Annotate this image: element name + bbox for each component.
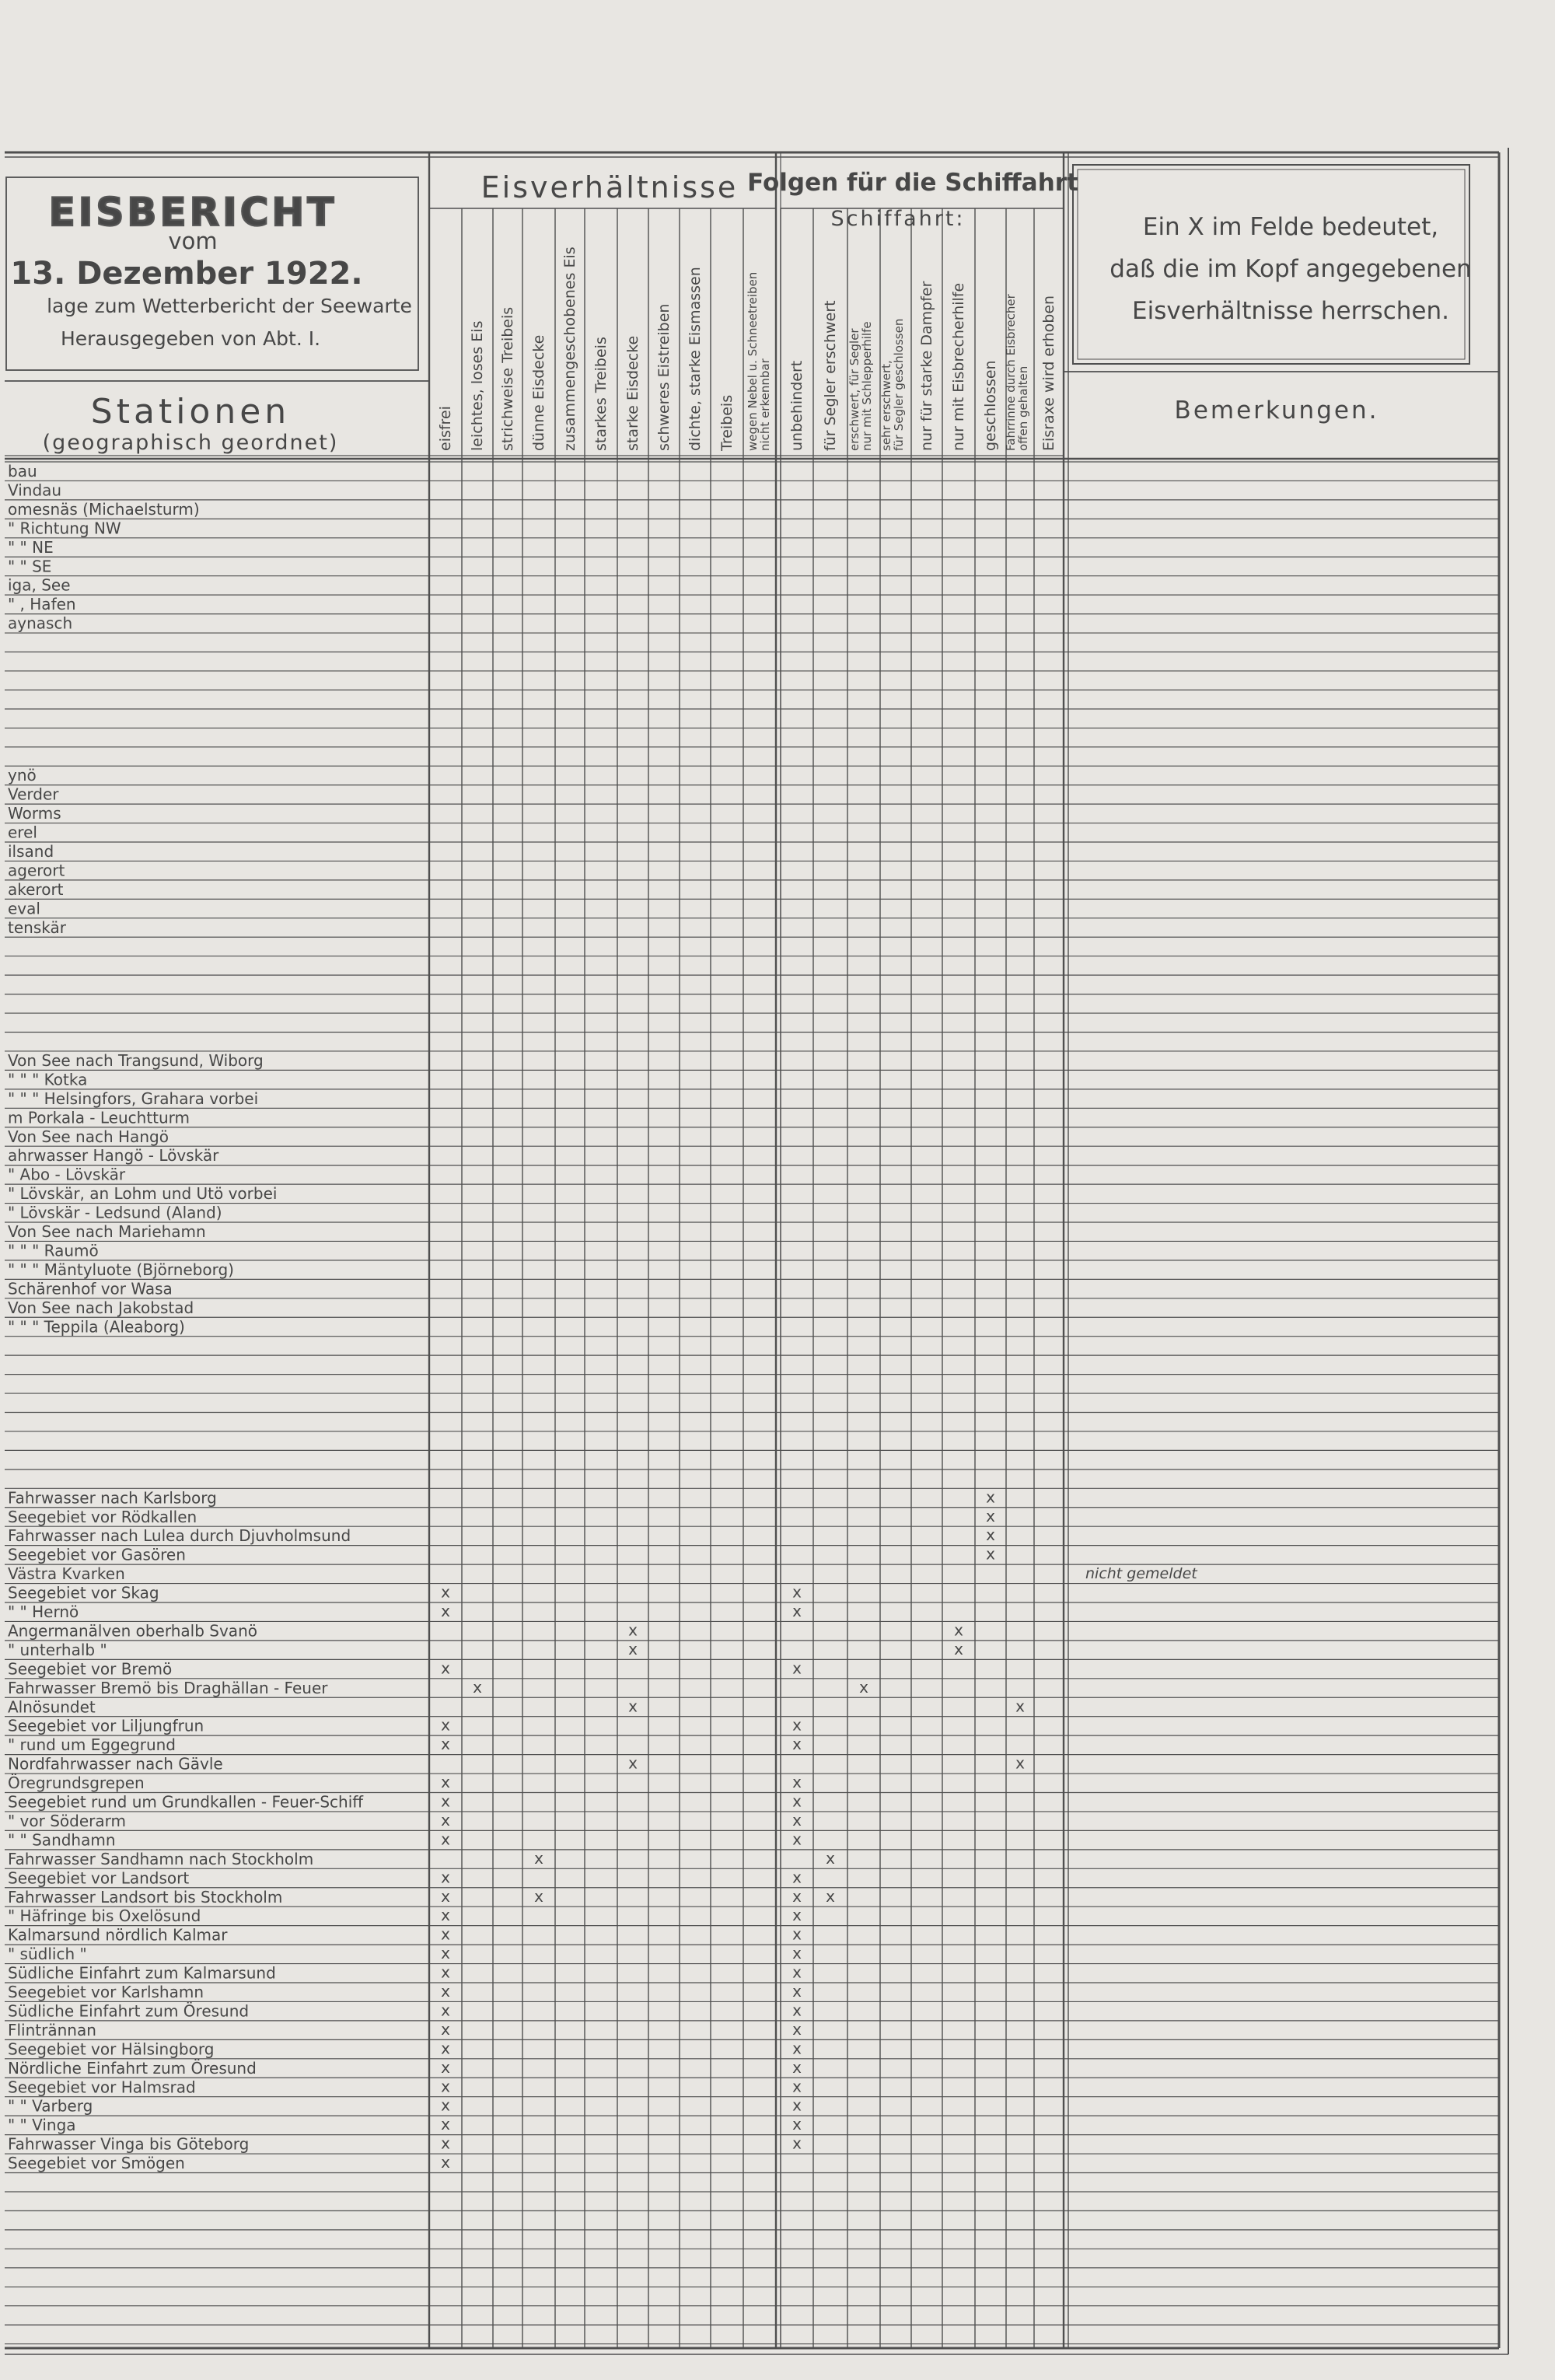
column-header-label: wegen Nebel u. Schneetreiben bbox=[746, 271, 760, 451]
station-name: " Abo - Lövskär bbox=[8, 1165, 126, 1184]
column-header-label: schweres Eistreiben bbox=[655, 303, 673, 451]
column-header-label: geschlossen bbox=[982, 360, 999, 451]
ice-mark: x bbox=[792, 1944, 802, 1963]
legend-line-1: Ein X im Felde bedeutet, bbox=[1142, 213, 1439, 241]
column-header-label: starke Eisdecke bbox=[624, 335, 641, 451]
column-header-label: nicht erkennbar bbox=[758, 358, 772, 451]
station-name: " Lövskär, an Lohm und Utö vorbei bbox=[8, 1184, 278, 1204]
stations-label: Stationen bbox=[90, 392, 291, 432]
station-name: " " Sandhamn bbox=[8, 1830, 116, 1850]
column-header-label: nur für starke Dampfer bbox=[918, 281, 935, 451]
ice-mark: x bbox=[473, 1677, 482, 1697]
column-header-label: unbehindert bbox=[788, 360, 805, 451]
ice-mark: x bbox=[792, 1868, 802, 1887]
column-header-label: erschwert, für Segler bbox=[847, 328, 861, 451]
station-name: Von See nach Jakobstad bbox=[8, 1298, 194, 1317]
station-name: Seegebiet vor Liljungfrun bbox=[8, 1716, 204, 1735]
ice-mark: x bbox=[441, 2039, 450, 2058]
station-name: Vindau bbox=[8, 481, 62, 500]
ice-mark: x bbox=[628, 1620, 638, 1640]
ice-mark: x bbox=[441, 1924, 450, 1944]
station-name: Öregrundsgrepen bbox=[8, 1774, 145, 1793]
ice-mark: x bbox=[441, 1773, 450, 1792]
ice-mark: x bbox=[792, 1582, 802, 1602]
ice-mark: x bbox=[859, 1677, 868, 1697]
station-name: " " " Kotka bbox=[8, 1070, 88, 1089]
station-name: Seegebiet vor Landsort bbox=[8, 1868, 190, 1888]
report-title: EISBERICHT bbox=[48, 190, 337, 235]
ice-mark: x bbox=[534, 1848, 543, 1868]
ice-mark: x bbox=[441, 1658, 450, 1678]
station-name: " unterhalb " bbox=[8, 1640, 107, 1659]
eis-group-label: Eisverhältnisse bbox=[480, 170, 739, 204]
ice-mark: x bbox=[441, 2115, 450, 2134]
ice-mark: x bbox=[792, 1791, 802, 1811]
column-header-label: Treibeis bbox=[718, 394, 736, 451]
station-name: Fahrwasser nach Lulea durch Djuvholmsund bbox=[8, 1526, 351, 1546]
station-name: " " " Raumö bbox=[8, 1241, 99, 1260]
column-header-label: strichweise Treibeis bbox=[499, 306, 516, 451]
ice-mark: x bbox=[1015, 1697, 1025, 1716]
station-name: " Richtung NW bbox=[8, 519, 121, 538]
ice-mark: x bbox=[986, 1487, 995, 1507]
column-header-label: dichte, starke Eismassen bbox=[687, 267, 704, 451]
ice-mark: x bbox=[792, 1658, 802, 1678]
ice-mark: x bbox=[792, 2057, 802, 2077]
ice-mark: x bbox=[792, 1773, 802, 1792]
station-name: Västra Kvarken bbox=[8, 1564, 125, 1584]
column-header-label: zusammengeschobenes Eis bbox=[561, 246, 578, 451]
ice-mark: x bbox=[628, 1753, 638, 1773]
station-name: Südliche Einfahrt zum Kalmarsund bbox=[8, 1963, 276, 1983]
ice-mark: x bbox=[792, 2019, 802, 2039]
ice-mark: x bbox=[792, 2134, 802, 2153]
column-header-label: Eisraxe wird erhoben bbox=[1040, 295, 1057, 451]
station-name: ynö bbox=[8, 766, 37, 785]
report-publisher: Herausgegeben von Abt. I. bbox=[60, 327, 321, 350]
station-name: aynasch bbox=[8, 613, 73, 633]
ice-mark: x bbox=[954, 1620, 963, 1640]
ice-mark: x bbox=[441, 1982, 450, 2001]
station-name: " rund um Eggegrund bbox=[8, 1735, 176, 1755]
ice-mark: x bbox=[441, 2019, 450, 2039]
station-name: " , Hafen bbox=[8, 595, 76, 614]
station-name: " Lövskär - Ledsund (Aland) bbox=[8, 1203, 222, 1222]
ice-mark: x bbox=[441, 1582, 450, 1602]
ice-mark: x bbox=[792, 1962, 802, 1982]
column-headers bbox=[437, 246, 1057, 452]
remarks-label: Bemerkungen. bbox=[1174, 397, 1379, 425]
ice-mark: x bbox=[792, 2001, 802, 2020]
station-name: " " " Mäntyluote (Björneborg) bbox=[8, 1260, 234, 1279]
station-name: agerort bbox=[8, 861, 65, 880]
column-header-label: eisfrei bbox=[437, 406, 454, 451]
table-frame bbox=[5, 148, 1508, 2354]
title-block bbox=[10, 190, 411, 455]
ice-marks bbox=[441, 1487, 1025, 2172]
station-name: Seegebiet vor Karlshamn bbox=[8, 1983, 204, 2001]
ice-mark: x bbox=[441, 1944, 450, 1963]
station-name: Fahrwasser Bremö bis Draghällan - Feuer bbox=[8, 1678, 328, 1697]
station-name: " " NE bbox=[8, 537, 54, 557]
legend-line-3: Eisverhältnisse herrschen. bbox=[1132, 297, 1449, 325]
ice-mark: x bbox=[441, 2001, 450, 2020]
remarks-column bbox=[1085, 1565, 1198, 1582]
station-name: " " SE bbox=[8, 557, 52, 576]
ice-mark: x bbox=[628, 1639, 638, 1658]
schiffahrt-label: Schiffahrt: bbox=[830, 207, 966, 231]
station-name: Schärenhof vor Wasa bbox=[8, 1279, 173, 1298]
station-name: tenskär bbox=[8, 917, 66, 937]
ice-mark: x bbox=[441, 1735, 450, 1754]
column-header-label: dünne Eisdecke bbox=[530, 334, 547, 451]
station-name: Seegebiet vor Gasören bbox=[8, 1545, 186, 1564]
station-name: " " " Helsingfors, Grahara vorbei bbox=[8, 1089, 259, 1108]
ice-mark: x bbox=[628, 1697, 638, 1716]
station-name: Verder bbox=[8, 785, 59, 804]
ice-mark: x bbox=[792, 1830, 802, 1849]
station-name: Seegebiet rund um Grundkallen - Feuer-Schiff bbox=[8, 1792, 364, 1812]
station-name: omesnäs (Michaelsturm) bbox=[8, 499, 200, 519]
ice-mark: x bbox=[792, 1886, 802, 1906]
ice-mark: x bbox=[441, 1868, 450, 1887]
ice-mark: x bbox=[792, 2115, 802, 2134]
station-name: " " Varberg bbox=[8, 2096, 93, 2116]
station-name: " Häfringe bis Oxelösund bbox=[8, 1906, 201, 1926]
station-name: Flintrännan bbox=[8, 2020, 96, 2039]
station-name: " vor Söderarm bbox=[8, 1811, 126, 1830]
ice-mark: x bbox=[441, 1602, 450, 1620]
station-name: erel bbox=[8, 823, 37, 842]
station-name: Seegebiet vor Smögen bbox=[8, 2154, 185, 2173]
ice-mark: x bbox=[792, 2095, 802, 2115]
report-vom: vom bbox=[168, 228, 218, 254]
report-subtitle: lage zum Wetterbericht der Seewarte bbox=[47, 295, 412, 317]
ice-mark: x bbox=[534, 1886, 543, 1906]
ice-mark: x bbox=[441, 1962, 450, 1982]
ice-mark: x bbox=[792, 2039, 802, 2058]
ice-mark: x bbox=[986, 1506, 995, 1526]
station-name: " " Hernö bbox=[8, 1602, 79, 1621]
station-name: m Porkala - Leuchtturm bbox=[8, 1108, 190, 1127]
station-name: iga, See bbox=[8, 575, 71, 595]
ice-mark: x bbox=[441, 1906, 450, 1925]
ice-mark: x bbox=[792, 1982, 802, 2001]
station-name: eval bbox=[8, 899, 40, 918]
ice-mark: x bbox=[441, 2057, 450, 2077]
legend-block bbox=[1109, 213, 1471, 425]
column-header-label: für Segler erschwert bbox=[822, 300, 839, 451]
folgen-group-label: Folgen für die Schiffahrt bbox=[747, 169, 1078, 197]
station-name: Worms bbox=[8, 804, 61, 823]
station-name: Nordfahrwasser nach Gävle bbox=[8, 1754, 223, 1774]
ice-mark: x bbox=[441, 2095, 450, 2115]
station-name: Fahrwasser nach Karlsborg bbox=[8, 1488, 217, 1508]
ice-mark: x bbox=[826, 1886, 835, 1906]
station-name: Seegebiet vor Rödkallen bbox=[8, 1507, 197, 1526]
column-header-label: starkes Treibeis bbox=[592, 337, 610, 451]
ice-mark: x bbox=[792, 1924, 802, 1944]
station-name: Seegebiet vor Hälsingborg bbox=[8, 2039, 215, 2059]
ice-mark: x bbox=[954, 1639, 963, 1658]
station-name: ilsand bbox=[8, 842, 54, 861]
station-name: Südliche Einfahrt zum Öresund bbox=[8, 2001, 250, 2021]
station-name: Angermanälven oberhalb Svanö bbox=[8, 1621, 257, 1641]
ice-mark: x bbox=[441, 1791, 450, 1811]
station-name: Von See nach Trangsund, Wiborg bbox=[8, 1050, 264, 1070]
column-header-label: nur mit Eisbrecherhilfe bbox=[950, 282, 967, 451]
station-name: bau bbox=[8, 462, 37, 481]
ice-mark: x bbox=[986, 1544, 995, 1564]
ice-mark: x bbox=[441, 2134, 450, 2153]
column-header-label: für Segler geschlossen bbox=[892, 318, 906, 451]
stations-sublabel: (geographisch geordnet) bbox=[42, 431, 339, 455]
ice-mark: x bbox=[792, 1906, 802, 1925]
column-header-label: nur mit Schlepperhilfe bbox=[860, 321, 874, 451]
station-name: Fahrwasser Sandhamn nach Stockholm bbox=[8, 1849, 314, 1868]
ice-mark: x bbox=[441, 1715, 450, 1735]
remark-text: nicht gemeldet bbox=[1085, 1565, 1197, 1583]
ice-mark: x bbox=[792, 1602, 802, 1620]
ice-mark: x bbox=[826, 1848, 835, 1868]
ice-mark: x bbox=[441, 1830, 450, 1849]
ice-mark: x bbox=[441, 2153, 450, 2172]
ice-mark: x bbox=[792, 1735, 802, 1754]
ice-mark: x bbox=[1015, 1753, 1025, 1773]
station-name: Alnösundet bbox=[8, 1697, 96, 1717]
column-header-label: sehr erschwert, bbox=[879, 360, 893, 451]
ice-mark: x bbox=[792, 1715, 802, 1735]
station-name: " " " Teppila (Aleaborg) bbox=[8, 1317, 185, 1337]
column-group-headers bbox=[481, 169, 1078, 231]
station-name: " südlich " bbox=[8, 1945, 87, 1964]
station-name: Fahrwasser Landsort bis Stockholm bbox=[8, 1887, 283, 1906]
ice-mark: x bbox=[986, 1526, 995, 1545]
station-name: ahrwasser Hangö - Lövskär bbox=[8, 1146, 219, 1166]
station-name: akerort bbox=[8, 879, 64, 899]
ice-mark: x bbox=[792, 1810, 802, 1830]
ice-mark: x bbox=[441, 1886, 450, 1906]
column-header-label: Fahrrinne durch Eisbrecher bbox=[1004, 294, 1018, 451]
ice-mark: x bbox=[441, 2077, 450, 2096]
column-header-label: leichtes, loses Eis bbox=[469, 320, 486, 451]
station-name: " " Vinga bbox=[8, 2116, 76, 2135]
legend-line-2: daß die im Kopf angegebenen bbox=[1109, 255, 1472, 283]
station-name: Kalmarsund nördlich Kalmar bbox=[8, 1925, 228, 1945]
station-name: Fahrwasser Vinga bis Göteborg bbox=[8, 2134, 250, 2154]
station-name: Seegebiet vor Skag bbox=[8, 1583, 159, 1602]
ice-mark: x bbox=[792, 2077, 802, 2096]
station-name: Von See nach Mariehamn bbox=[8, 1222, 206, 1241]
station-name: Seegebiet vor Bremö bbox=[8, 1659, 173, 1679]
station-name: Von See nach Hangö bbox=[8, 1127, 169, 1146]
column-header-label: offen gehalten bbox=[1016, 365, 1030, 451]
ice-mark: x bbox=[441, 1810, 450, 1830]
station-name: Seegebiet vor Halmsrad bbox=[8, 2078, 196, 2097]
station-name: Nördliche Einfahrt zum Öresund bbox=[8, 2058, 257, 2078]
report-date: 13. Dezember 1922. bbox=[10, 256, 363, 292]
